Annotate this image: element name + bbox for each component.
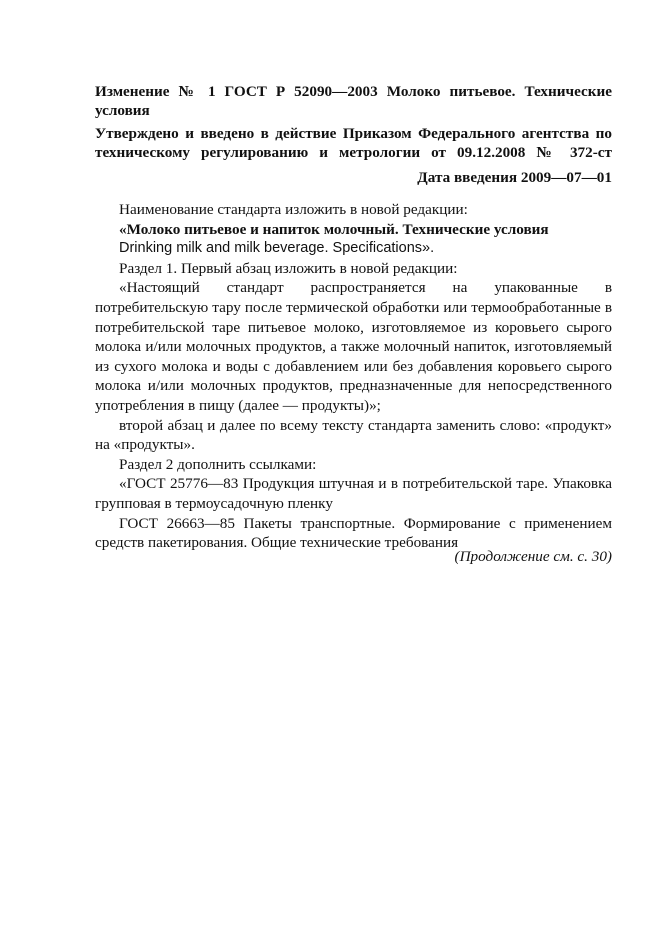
paragraph-gost-26663: ГОСТ 26663—85 Пакеты транспортные. Формирование с применением средств пакетирования. Общие технические требования xyxy=(95,514,612,552)
paragraph-english-title: Drinking milk and milk beverage. Specifications». xyxy=(119,240,435,257)
approval-statement: Утверждено и введено в действие Приказом Федерального агентства по техническому регулированию и метрологии от 09.12.2008 № 372-ст xyxy=(95,125,612,161)
paragraph-section2: Раздел 2 дополнить ссылками: xyxy=(119,455,317,473)
effective-date: Дата введения 2009—07—01 xyxy=(417,169,612,186)
amendment-body xyxy=(95,200,612,553)
paragraph-name-change: Наименование стандарта изложить в новой редакции: xyxy=(119,201,468,218)
paragraph-section1: Раздел 1. Первый абзац изложить в новой редакции: xyxy=(119,259,458,277)
paragraph-scope: «Настоящий стандарт распространяется на упакованные в потребительскую тару после термической обработки или термообработанные в потребительской таре питьевое молоко, изготовляемое из коровьего сырого молока и/или молочных продуктов, а также молочный напиток, изготовляемый из сухого молока и воды с добавлением или без добавления коровьего сырого молока и/или молочных продуктов, предназначенные для непосредственного употребления в пищу (далее — продукты)»; xyxy=(95,279,612,414)
continuation-note: (Продолжение см. с. 30) xyxy=(454,548,612,565)
paragraph-new-title: «Молоко питьевое и напиток молочный. Технические условия xyxy=(119,220,549,238)
paragraph-gost-25776: «ГОСТ 25776—83 Продукция штучная и в потребительской таре. Упаковка групповая в термоусадочную пленку xyxy=(95,475,612,512)
amendment-title: Изменение № 1 ГОСТ Р 52090—2003 Молоко питьевое. Технические условия xyxy=(95,83,612,119)
paragraph-word-replace: второй абзац и далее по всему тексту стандарта заменить слово: «продукт» на «продукты». xyxy=(95,416,612,454)
